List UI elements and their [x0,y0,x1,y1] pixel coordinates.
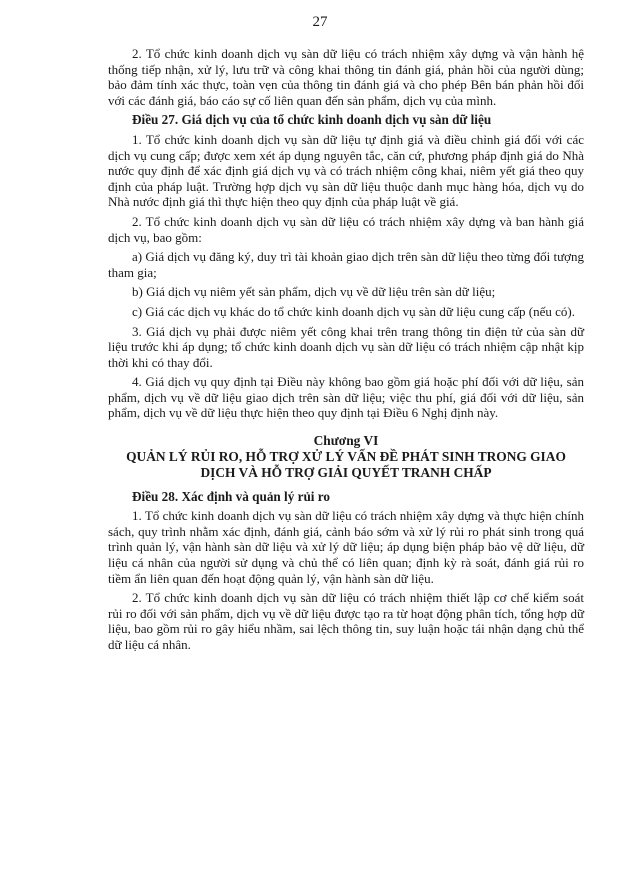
list-item: b) Giá dịch vụ niêm yết sản phẩm, dịch vụ về dữ liệu trên sàn dữ liệu; [132,284,496,300]
paragraph: 4. Giá dịch vụ quy định tại Điều này không bao gồm giá hoặc phí đối với dữ liệu, sản phẩm, dịch vụ về dữ liệu giao dịch trên sàn dữ liệu; việc thu phí, giá đối với dữ liệu, sản phẩm, dịch vụ về dữ liệu thực hiện theo quy định tại Điều 6 Nghị định này. [108,374,584,421]
chapter-title: QUẢN LÝ RỦI RO, HỖ TRỢ XỬ LÝ VẤN ĐỀ PHÁT SINH TRONG GIAO DỊCH VÀ HỖ TRỢ GIẢI QUYẾT TRANH CHẤP [126,448,566,480]
paragraph: 3. Giá dịch vụ phải được niêm yết công khai trên trang thông tin điện tử của sàn dữ liệu trước khi áp dụng; tổ chức kinh doanh dịch vụ sàn dữ liệu có trách nhiệm cập nhật kịp thời khi có thay đổi. [108,323,584,370]
list-item: a) Giá dịch vụ đăng ký, duy trì tài khoản giao dịch trên sàn dữ liệu theo từng đối tượng tham gia; [108,249,584,280]
paragraph: 2. Tổ chức kinh doanh dịch vụ sàn dữ liệu có trách nhiệm thiết lập cơ chế kiểm soát rủi ro đối với sản phẩm, dịch vụ về dữ liệu được tạo ra từ hoạt động phân tích, tổng hợp dữ liệu, bao gồm rủi ro gây hiểu nhầm, sai lệch thông tin, suy luận hoặc tái nhận dạng chủ thể dữ liệu cá nhân. [108,590,584,652]
article-heading: Điều 28. Xác định và quản lý rủi ro [132,488,330,504]
paragraph: 1. Tổ chức kinh doanh dịch vụ sàn dữ liệu tự định giá và điều chỉnh giá đối với các dịch vụ cung cấp; được xem xét áp dụng nguyên tắc, căn cứ, phương pháp định giá do Nhà nước quy định để xác định giá dịch vụ và có trách nhiệm công khai, niêm yết giá theo quy định của pháp luật. Trường hợp dịch vụ sàn dữ liệu thuộc danh mục hàng hóa, dịch vụ do Nhà nước định giá thì thực hiện theo quy định của pháp luật về giá. [108,131,584,210]
page-number: 27 [312,14,328,30]
paragraph: 1. Tổ chức kinh doanh dịch vụ sàn dữ liệu có trách nhiệm xây dựng và thực hiện chính sách, quy trình nhằm xác định, đánh giá, cảnh báo sớm và xử lý rủi ro phát sinh trong quá trình quản lý, vận hành sàn dữ liệu và xử lý dữ liệu; áp dụng biện pháp bảo vệ dữ liệu, dữ liệu cá nhân của người sử dụng và chủ thể có liên quan; định kỳ rà soát, đánh giá rủi ro tiềm ẩn liên quan đến hoạt động quản lý, vận hành sàn dữ liệu. [108,508,584,586]
paragraph: 2. Tổ chức kinh doanh dịch vụ sàn dữ liệu có trách nhiệm xây dựng và vận hành hệ thống tiếp nhận, xử lý, lưu trữ và công khai thông tin đánh giá, phản hồi của người dùng; bảo đảm tính xác thực, toàn vẹn của thông tin đánh giá và cho phép Bên bán phản hồi đối với các đánh giá, báo cáo sự cố liên quan đến sản phẩm, dịch vụ của mình. [108,46,584,108]
chapter-number: Chương VI [313,433,379,449]
list-item: c) Giá các dịch vụ khác do tổ chức kinh doanh dịch vụ sàn dữ liệu cung cấp (nếu có). [132,303,575,319]
article-heading: Điều 27. Giá dịch vụ của tổ chức kinh doanh dịch vụ sàn dữ liệu [132,112,492,128]
document-body [108,46,584,657]
paragraph: 2. Tổ chức kinh doanh dịch vụ sàn dữ liệu có trách nhiệm xây dựng và ban hành giá dịch vụ, bao gồm: [108,213,584,245]
